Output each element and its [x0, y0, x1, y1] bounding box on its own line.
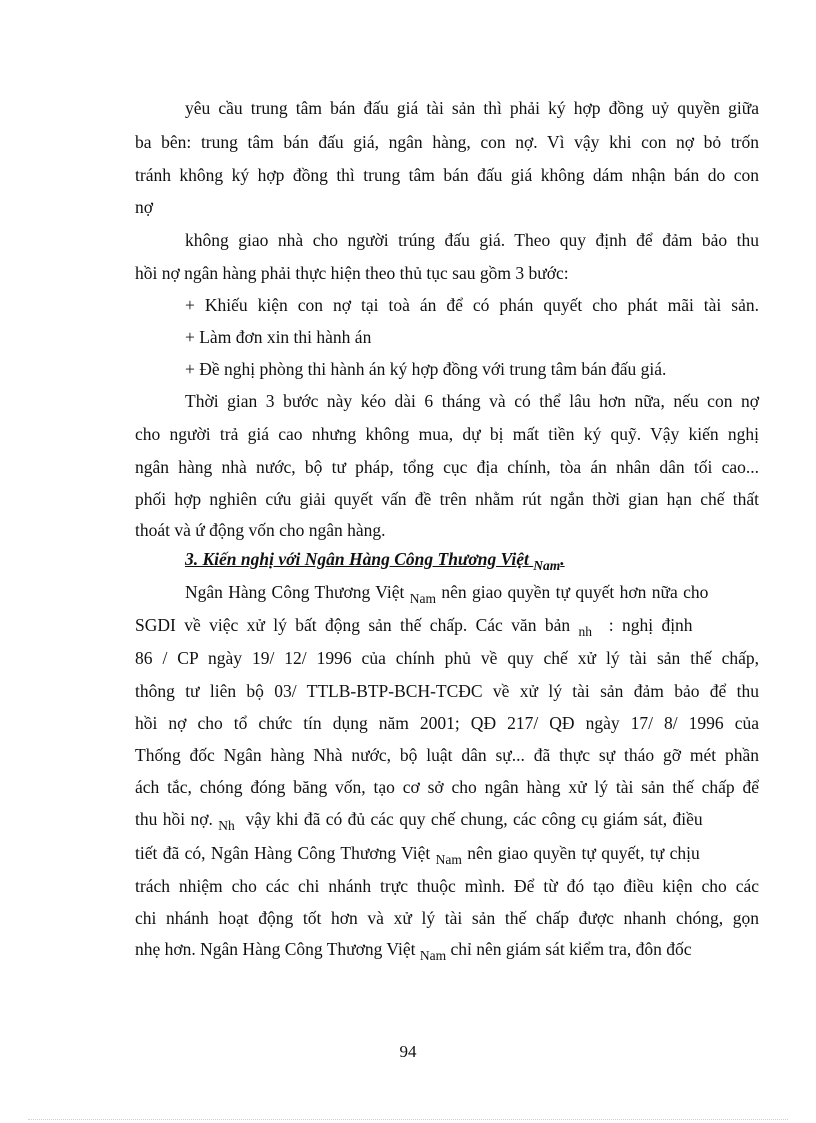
text-span: Ngân Hàng Công Thương Việt — [185, 582, 405, 602]
text-line: ba bên: trung tâm bán đấu giá, ngân hàng, con nợ. Vì vậy khi con nợ bỏ trốn — [135, 132, 759, 152]
list-item: + Làm đơn xin thi hành án — [185, 327, 372, 347]
text-line: thông tư liên bộ 03/ TTLB-BTP-BCH-TCĐC về xử lý tài sản đảm bảo để thu — [135, 681, 759, 701]
text-line: phối hợp nghiên cứu giải quyết vấn đề trên nhằm rút ngắn thời gian hạn chế thất — [135, 489, 759, 509]
text-line: nợ — [135, 197, 154, 217]
text-line: hồi nợ ngân hàng phải thực hiện theo thủ tục sau gồm 3 bước: — [135, 263, 569, 283]
text-line — [185, 581, 759, 605]
section-heading — [185, 548, 565, 572]
text-span: Nh — [218, 818, 235, 833]
text-span: SGDI về việc xử lý bất động sản thế chấp. Các văn bản — [135, 615, 571, 635]
text-span: nh — [578, 624, 592, 639]
text-span: chỉ nên giám sát kiểm tra, đôn đốc — [450, 939, 692, 959]
text-line — [135, 808, 759, 832]
text-span: nên giao quyền tự quyết hơn nữa cho — [441, 582, 709, 602]
text-line — [135, 614, 759, 638]
text-line: 86 / CP ngày 19/ 12/ 1996 của chính phủ về quy chế xử lý tài sản thế chấp, — [135, 648, 759, 668]
heading-text: 3. Kiến nghị với Ngân Hàng Công Thương Việt — [185, 549, 529, 569]
text-span: Nam — [419, 948, 447, 963]
text-span: Nam — [409, 591, 436, 606]
text-span: : nghị định — [608, 615, 693, 635]
text-span: tiết đã có, Ngân Hàng Công Thương Việt — [135, 843, 431, 863]
text-line: yêu cầu trung tâm bán đấu giá tài sản thì phải ký hợp đồng uỷ quyền giữa — [185, 98, 759, 118]
text-span: thu hồi nợ. — [135, 809, 213, 829]
text-span: vậy khi đã có đủ các quy chế chung, các công cụ giám sát, điều — [245, 809, 703, 829]
text-line: tránh không ký hợp đồng thì trung tâm bán đấu giá không dám nhận bán do con — [135, 165, 759, 185]
text-line: chi nhánh hoạt động tốt hơn và xử lý tài sản thế chấp được nhanh chóng, gọn — [135, 908, 759, 928]
text-span: nhẹ hơn. Ngân Hàng Công Thương Việt — [135, 939, 416, 959]
list-item: + Đề nghị phòng thi hành án ký hợp đồng với trung tâm bán đấu giá. — [185, 359, 667, 379]
text-line: Thời gian 3 bước này kéo dài 6 tháng và có thể lâu hơn nữa, nếu con nợ — [185, 391, 759, 411]
text-line: hồi nợ cho tổ chức tín dụng năm 2001; QĐ 217/ QĐ ngày 17/ 8/ 1996 của — [135, 713, 759, 733]
text-line — [135, 842, 759, 866]
text-line: ách tắc, chóng đóng băng vốn, tạo cơ sở cho ngân hàng xử lý tài sản thế chấp để — [135, 777, 759, 797]
heading-end: . — [560, 549, 565, 569]
text-line — [135, 938, 759, 962]
text-line: trách nhiệm cho các chi nhánh trực thuộc mình. Để từ đó tạo điều kiện cho các — [135, 876, 759, 896]
text-span: Nam — [435, 852, 462, 867]
footer-divider — [28, 1119, 788, 1120]
heading-sub: Nam — [533, 558, 561, 573]
text-line: không giao nhà cho người trúng đấu giá. Theo quy định để đảm bảo thu — [185, 230, 759, 250]
text-line: cho người trả giá cao nhưng không mua, dự bị mất tiền ký quỹ. Vậy kiến nghị — [135, 424, 759, 444]
list-item: + Khiếu kiện con nợ tại toà án để có phán quyết cho phát mãi tài sản. — [185, 295, 759, 315]
text-line: ngân hàng nhà nước, bộ tư pháp, tổng cục địa chính, tòa án nhân dân tối cao... — [135, 457, 759, 477]
text-span: nên giao quyền tự quyết, tự chịu — [467, 843, 700, 863]
text-line: Thống đốc Ngân hàng Nhà nước, bộ luật dân sự... đã thực sự tháo gỡ mét phần — [135, 745, 759, 765]
page-number: 94 — [399, 1042, 417, 1061]
text-line: thoát và ứ động vốn cho ngân hàng. — [135, 520, 386, 540]
